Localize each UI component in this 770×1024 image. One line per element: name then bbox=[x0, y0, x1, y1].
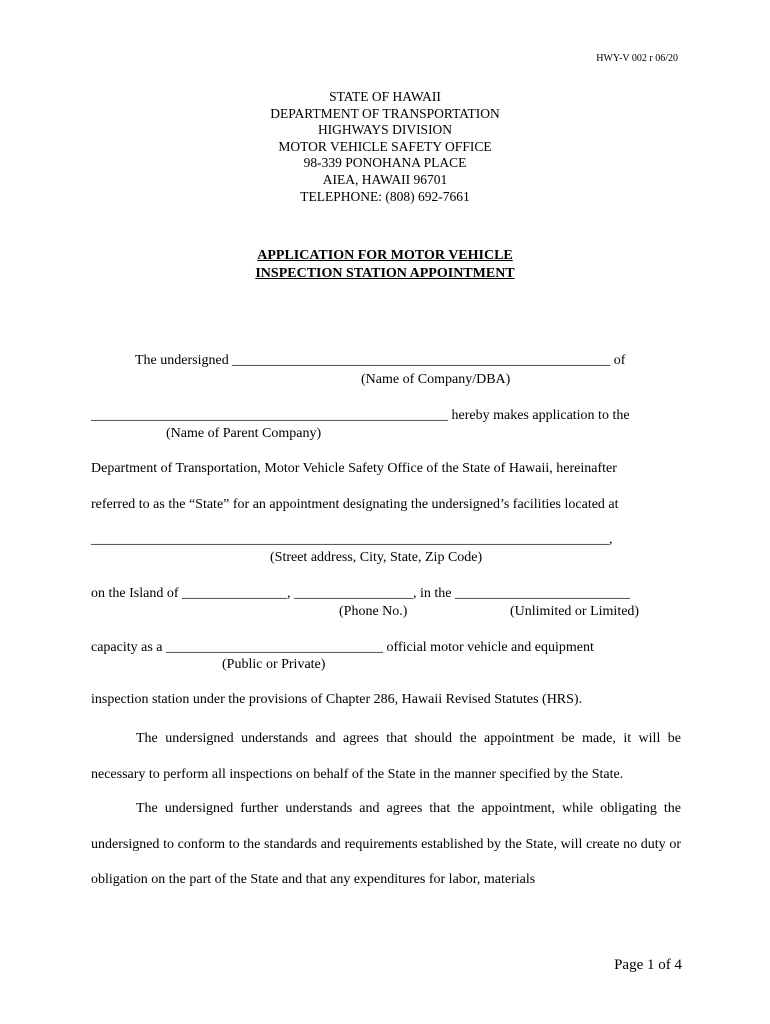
public-private-caption: (Public or Private) bbox=[222, 657, 326, 672]
inspection-station-line: inspection station under the provisions of Chapter 286, Hawaii Revised Statutes (HRS). bbox=[91, 692, 583, 707]
title-line-1: APPLICATION FOR MOTOR VEHICLE bbox=[257, 248, 513, 263]
header-line-telephone: TELEPHONE: (808) 692-7661 bbox=[300, 188, 470, 204]
parent-company-caption: (Name of Parent Company) bbox=[166, 426, 322, 441]
header-line-state: STATE OF HAWAII bbox=[329, 89, 441, 104]
form-code: HWY-V 002 r 06/20 bbox=[596, 53, 678, 64]
agency-header bbox=[0, 89, 770, 205]
company-name-line: The undersigned ______________________________________________________ of bbox=[135, 353, 626, 368]
referred-line: referred to as the “State” for an appointment designating the undersigned’s facilities located at bbox=[91, 497, 619, 512]
header-line-division: HIGHWAYS DIVISION bbox=[317, 122, 453, 138]
paragraph-1: The undersigned understands and agrees that should the appointment be made, it will be necessary to perform all inspections on behalf of the State in the manner specified by the State. bbox=[91, 731, 681, 782]
paragraph-2: The undersigned further understands and agrees that the appointment, while obligating the undersigned to conform to the standards and requirements established by the State, will create no duty or obligation on the part of the State and that any expenditures for labor, materials bbox=[91, 801, 681, 887]
department-line: Department of Transportation, Motor Vehicle Safety Office of the State of Hawaii, hereinafter bbox=[91, 461, 617, 476]
header-line-city: AIEA, HAWAII 96701 bbox=[322, 171, 448, 187]
company-name-caption: (Name of Company/DBA) bbox=[361, 372, 511, 387]
page-number: Page 1 of 4 bbox=[614, 957, 682, 973]
capacity-line: capacity as a _______________________________ official motor vehicle and equipment bbox=[91, 640, 594, 655]
street-address-line: __________________________________________________________________________, bbox=[91, 532, 613, 547]
header-line-street: 98-339 PONOHANA PLACE bbox=[303, 155, 467, 171]
capacity-type-caption: (Unlimited or Limited) bbox=[510, 604, 640, 619]
island-line: on the Island of _______________, _________________, in the _________________________ bbox=[91, 586, 630, 601]
title-line-2: INSPECTION STATION APPOINTMENT bbox=[255, 265, 515, 281]
header-line-office: MOTOR VEHICLE SAFETY OFFICE bbox=[278, 138, 492, 154]
document-title bbox=[0, 247, 770, 282]
parent-company-line: ___________________________________________________ hereby makes application to the bbox=[91, 408, 630, 423]
phone-caption: (Phone No.) bbox=[339, 604, 408, 619]
street-address-caption: (Street address, City, State, Zip Code) bbox=[270, 550, 483, 565]
header-line-department: DEPARTMENT OF TRANSPORTATION bbox=[270, 105, 500, 121]
